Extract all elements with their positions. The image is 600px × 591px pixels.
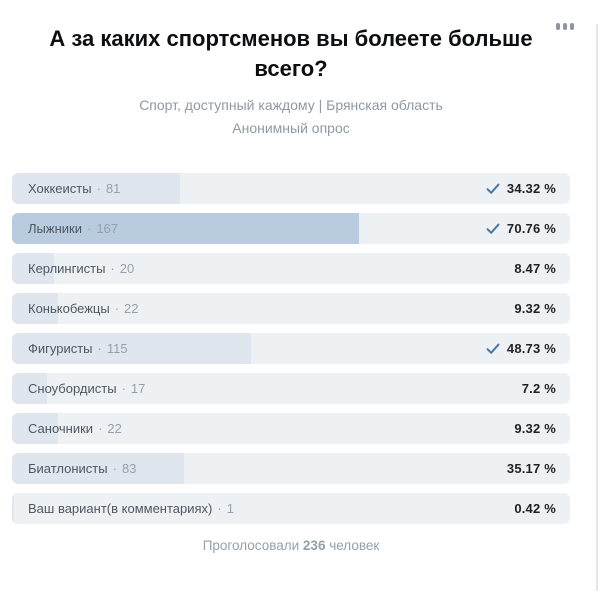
option-separator: · xyxy=(98,421,103,436)
poll-widget xyxy=(12,24,570,553)
footer-suffix: человек xyxy=(329,538,380,553)
option-votes-count: 81 xyxy=(105,181,121,196)
check-icon xyxy=(486,343,500,355)
option-label: Сноубордисты xyxy=(28,381,117,396)
option-left-group xyxy=(28,341,128,356)
option-right-group xyxy=(514,501,556,516)
option-left-group xyxy=(28,221,118,236)
check-icon xyxy=(486,183,500,195)
option-right-group xyxy=(507,461,556,476)
option-percent: 8.47 % xyxy=(514,261,556,276)
poll-footer xyxy=(12,538,570,553)
poll-subtitle-block xyxy=(12,94,570,140)
option-left-group xyxy=(28,421,122,436)
option-label: Конькобежцы xyxy=(28,301,110,316)
option-bar-fill xyxy=(12,493,14,524)
poll-option-row[interactable] xyxy=(12,373,570,404)
option-percent: 48.73 % xyxy=(506,341,556,356)
option-votes-count: 167 xyxy=(96,221,119,236)
poll-option-row[interactable] xyxy=(12,253,570,284)
option-left-group xyxy=(28,381,145,396)
poll-option-row[interactable] xyxy=(12,333,570,364)
option-separator: · xyxy=(110,261,115,276)
option-votes-count: 17 xyxy=(130,381,146,396)
footer-prefix: Проголосовали xyxy=(202,538,300,553)
option-percent: 34.32 % xyxy=(506,181,556,196)
option-label: Ваш вариант(в комментариях) xyxy=(28,501,213,516)
voters-count: 236 xyxy=(302,538,326,553)
option-votes-count: 22 xyxy=(107,421,122,436)
option-label: Хоккеисты xyxy=(28,181,92,196)
option-label: Лыжники xyxy=(28,221,82,236)
option-percent: 0.42 % xyxy=(514,501,556,516)
option-votes-count: 83 xyxy=(121,461,137,476)
poll-option-row[interactable] xyxy=(12,413,570,444)
option-separator: · xyxy=(121,381,126,396)
poll-option-row[interactable] xyxy=(12,293,570,324)
option-label: Керлингисты xyxy=(28,261,106,276)
option-separator: · xyxy=(112,461,117,476)
option-percent: 35.17 % xyxy=(506,461,556,476)
poll-title: А за каких спортсменов вы болеете больше всего? xyxy=(49,26,533,81)
option-left-group xyxy=(28,261,134,276)
option-votes-count: 22 xyxy=(124,301,139,316)
poll-option-row[interactable] xyxy=(12,213,570,244)
option-percent: 70.76 % xyxy=(506,221,556,236)
check-icon xyxy=(486,223,500,235)
poll-source: Спорт, доступный каждому | Брянская область xyxy=(139,97,443,113)
option-right-group xyxy=(514,261,556,276)
option-left-group xyxy=(28,181,120,196)
poll-type-label: Анонимный опрос xyxy=(232,120,350,136)
page-edge-divider xyxy=(596,24,598,591)
poll-option-row[interactable] xyxy=(12,493,570,524)
option-label: Фигуристы xyxy=(28,341,93,356)
option-label: Саночники xyxy=(28,421,94,436)
option-percent: 9.32 % xyxy=(514,421,556,436)
option-right-group xyxy=(486,221,556,236)
option-right-group xyxy=(486,341,556,356)
option-right-group xyxy=(514,421,556,436)
option-votes-count: 1 xyxy=(226,501,234,516)
option-percent: 7.2 % xyxy=(521,381,556,396)
option-votes-count: 20 xyxy=(119,261,135,276)
option-left-group xyxy=(28,501,234,516)
option-percent: 9.32 % xyxy=(514,301,556,316)
option-left-group xyxy=(28,461,136,476)
option-right-group xyxy=(486,181,556,196)
option-right-group xyxy=(522,381,556,396)
option-separator: · xyxy=(86,221,92,236)
poll-options-list xyxy=(12,173,570,524)
option-right-group xyxy=(514,301,556,316)
option-separator: · xyxy=(96,181,101,196)
poll-option-row[interactable] xyxy=(12,453,570,484)
option-separator: · xyxy=(97,341,102,356)
option-separator: · xyxy=(114,301,120,316)
option-votes-count: 115 xyxy=(106,341,128,356)
option-label: Биатлонисты xyxy=(28,461,108,476)
option-left-group xyxy=(28,301,139,316)
poll-option-row[interactable] xyxy=(12,173,570,204)
option-separator: · xyxy=(217,501,222,516)
